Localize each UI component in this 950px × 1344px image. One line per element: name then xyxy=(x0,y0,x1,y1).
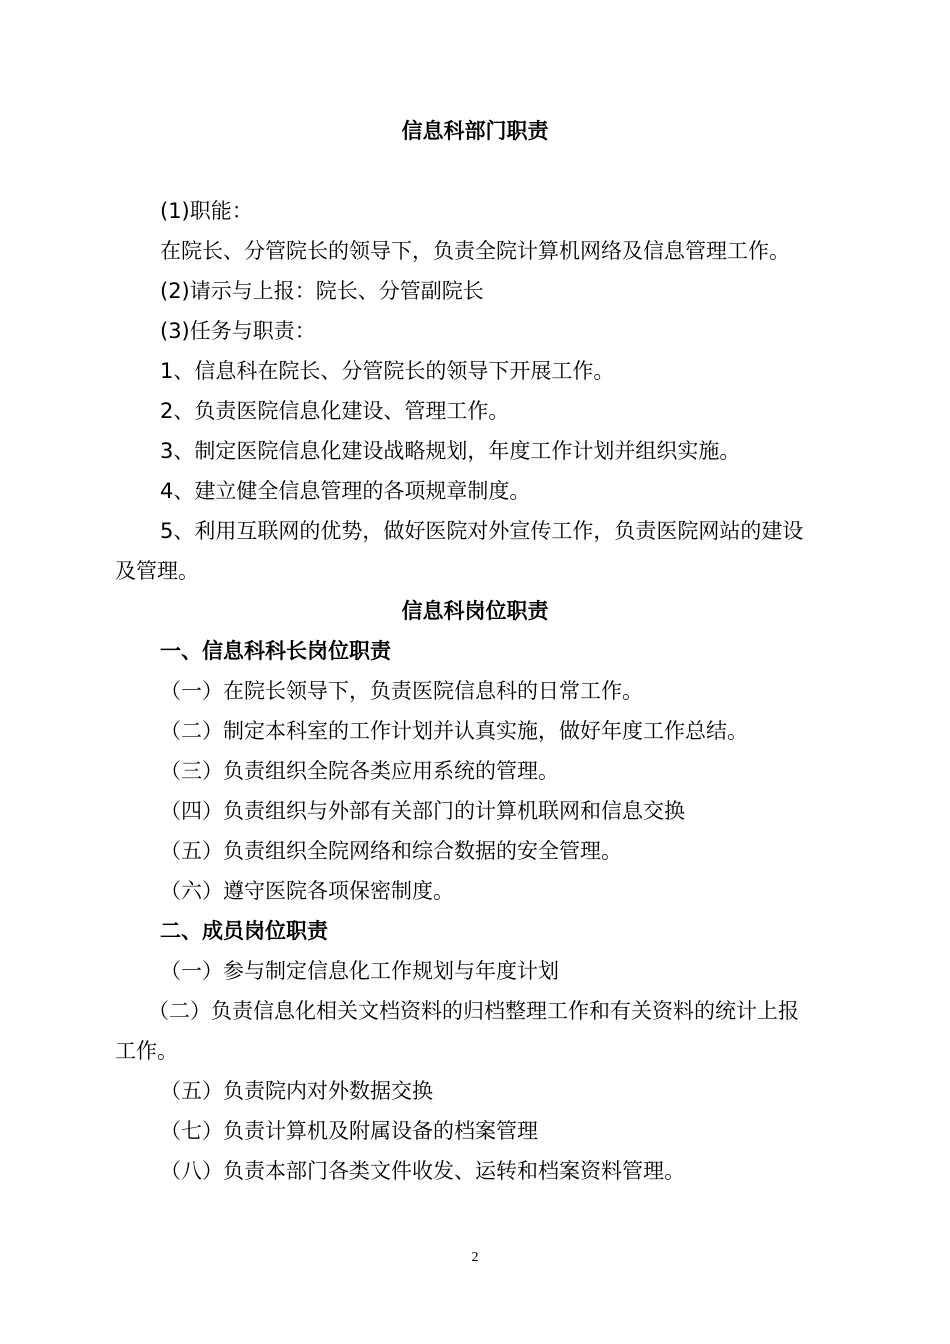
section1-item: （一）在院长领导下，负责医院信息科的日常工作。 xyxy=(160,679,643,703)
report-line: (2)请示与上报：院长、分管副院长 xyxy=(160,279,484,303)
section2-item: （七）负责计算机及附属设备的档案管理 xyxy=(160,1119,538,1143)
section2-item: （一）参与制定信息化工作规划与年度计划 xyxy=(160,959,559,983)
task-item-continuation: 及管理。 xyxy=(115,559,199,583)
section2-item: （五）负责院内对外数据交换 xyxy=(160,1079,433,1103)
section2-item-continuation: 工作。 xyxy=(115,1039,178,1063)
task-item: 2、负责医院信息化建设、管理工作。 xyxy=(160,399,510,423)
section1-item: （五）负责组织全院网络和综合数据的安全管理。 xyxy=(160,839,622,863)
section1-item: （二）制定本科室的工作计划并认真实施，做好年度工作总结。 xyxy=(160,719,748,743)
task-item: 4、建立健全信息管理的各项规章制度。 xyxy=(160,479,531,503)
functions-label: (1)职能： xyxy=(160,199,253,223)
section1-heading: 一、信息科科长岗位职责 xyxy=(160,639,391,663)
department-duties-title: 信息科部门职责 xyxy=(401,119,549,143)
section1-item: （三）负责组织全院各类应用系统的管理。 xyxy=(160,759,559,783)
task-item: 3、制定医院信息化建设战略规划，年度工作计划并组织实施。 xyxy=(160,439,741,463)
section1-item: （四）负责组织与外部有关部门的计算机联网和信息交换 xyxy=(160,799,685,823)
functions-text: 在院长、分管院长的领导下，负责全院计算机网络及信息管理工作。 xyxy=(160,239,790,263)
task-item: 1、信息科在院长、分管院长的领导下开展工作。 xyxy=(160,359,615,383)
section2-item: （八）负责本部门各类文件收发、运转和档案资料管理。 xyxy=(160,1159,685,1183)
section2-heading: 二、成员岗位职责 xyxy=(160,919,328,943)
task-item: 5、利用互联网的优势，做好医院对外宣传工作，负责医院网站的建设 xyxy=(160,519,804,543)
position-duties-title: 信息科岗位职责 xyxy=(401,599,549,623)
section2-item: （二）负责信息化相关文档资料的归档整理工作和有关资料的统计上报 xyxy=(148,999,799,1023)
tasks-label: (3)任务与职责： xyxy=(160,319,316,343)
section1-item: （六）遵守医院各项保密制度。 xyxy=(160,879,454,903)
page-number: 2 xyxy=(471,1250,479,1265)
